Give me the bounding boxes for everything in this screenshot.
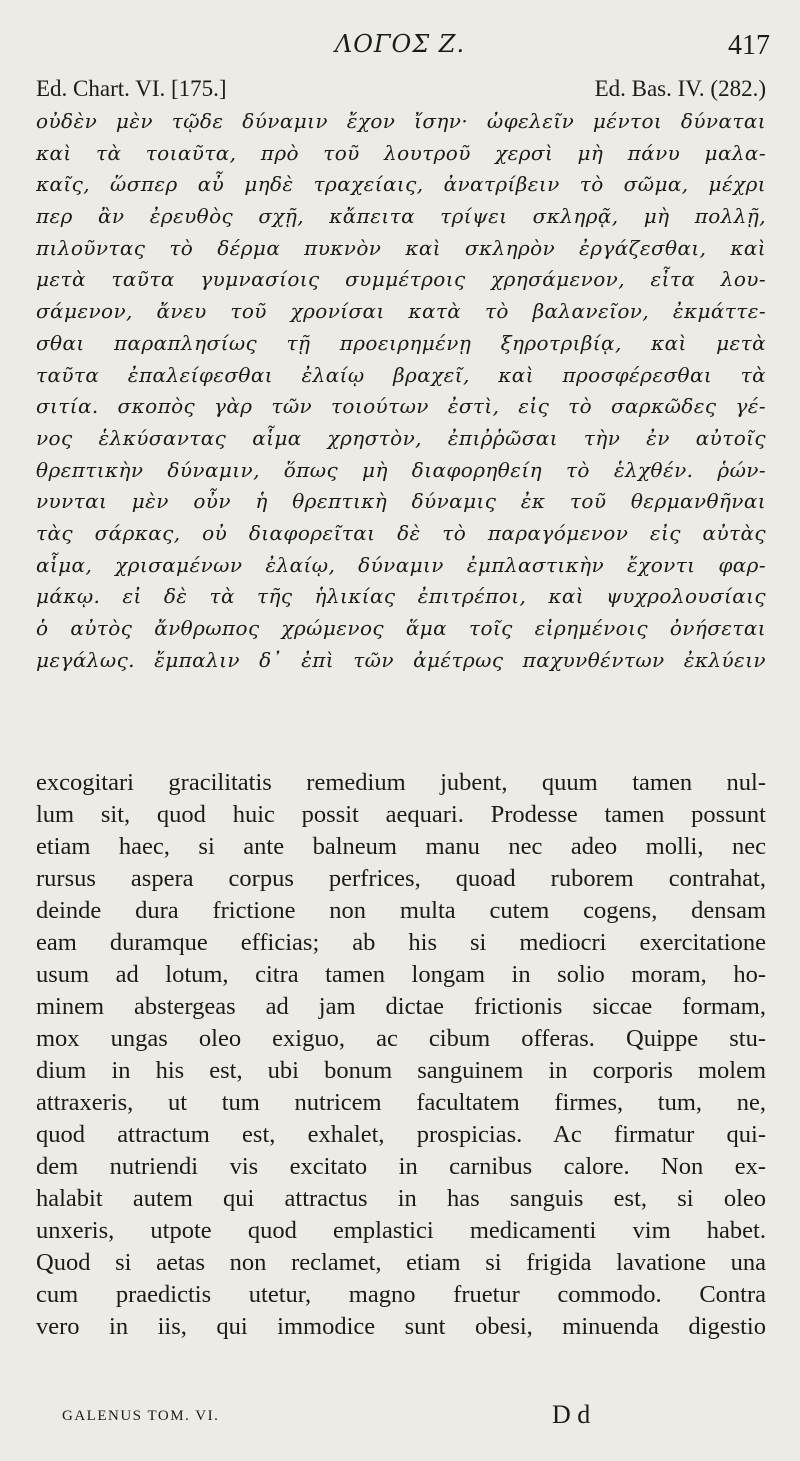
latin-text-line: mox ungas oleo exiguo, ac cibum offeras. Quippe stu- [36, 1025, 766, 1052]
greek-text-line: ταῦτα ἐπαλείφεσθαι ἐλαίῳ βραχεῖ, καὶ προσφέρεσθαι τὰ [36, 362, 766, 387]
greek-text-line: οὐδὲν μὲν τῷδε δύναμιν ἔχον ἴσην· ὠφελεῖν μέντοι δύναται [36, 109, 766, 133]
greek-text-line: μάκῳ. εἰ δὲ τὰ τῆς ἡλικίας ἐπιτρέποι, καὶ ψυχρολουσίαις [36, 584, 766, 609]
running-head: ΛΟΓΟΣ Ζ. [334, 30, 466, 58]
greek-text-line: σιτία. σκοπὸς γὰρ τῶν τοιούτων ἐστὶ, εἰς τὸ σαρκῶδες γέ- [36, 394, 766, 419]
page-footer [62, 1400, 600, 1434]
latin-text-line: halabit autem qui attractus in has sanguis est, si oleo [36, 1185, 766, 1212]
latin-text-line: deinde dura frictione non multa cutem cogens, densam [36, 897, 766, 924]
latin-text-line: etiam haec, si ante balneum manu nec adeo molli, nec [36, 833, 766, 860]
page-number: 417 [728, 30, 770, 61]
greek-text-line: καὶ τὰ τοιαῦτα, πρὸ τοῦ λουτροῦ χερσὶ μὴ πάνυ μαλα- [36, 140, 766, 165]
latin-text-line: attraxeris, ut tum nutricem facultatem firmes, tum, ne, [36, 1089, 766, 1116]
greek-text-line: μετὰ ταῦτα γυμνασίοις συμμέτροις χρησάμενον, εἶτα λου- [36, 267, 766, 292]
edition-references [36, 76, 766, 104]
greek-text-line: αἷμα, χρισαμένων ἐλαίῳ, δύναμιν ἐμπλαστικὴν ἔχοντι φαρ- [36, 552, 766, 577]
greek-text-line: τὰς σάρκας, οὐ διαφορεῖται δὲ τὸ παραγόμενον εἰς αὐτὰς [36, 520, 766, 545]
greek-text-line: μεγάλως. ἔμπαλιν δ᾽ ἐπὶ τῶν ἀμέτρως παχυνθέντων ἐκλύειν [36, 647, 766, 672]
gathering-mark: D d [552, 1400, 591, 1429]
greek-text-line: νος ἑλκύσαντας αἷμα χρηστὸν, ἐπιῤῥῶσαι τὴν ἐν αὐτοῖς [36, 425, 766, 450]
greek-text-line: σθαι παραπλησίως τῇ προειρημένῃ ξηροτριβίᾳ, καὶ μετὰ [36, 330, 766, 355]
latin-text-line: usum ad lotum, citra tamen longam in solio moram, ho- [36, 961, 766, 988]
greek-text-line: σάμενον, ἄνευ τοῦ χρονίσαι κατὰ τὸ βαλανεῖον, ἐκμάττε- [36, 299, 766, 324]
greek-text-line: ὁ αὐτὸς ἄνθρωπος χρώμενος ἅμα τοῖς εἰρημένοις ὀνήσεται [36, 616, 766, 640]
latin-text-line: vero in iis, qui immodice sunt obesi, minuenda digestio [36, 1313, 766, 1340]
signature-mark: GALENUS TOM. VI. [62, 1408, 220, 1424]
edition-chart-reference: Ed. Chart. VI. [175.] [36, 76, 227, 101]
greek-text-block [36, 106, 766, 676]
latin-text-line: cum praedictis utetur, magno fruetur commodo. Contra [36, 1281, 766, 1308]
latin-text-line: lum sit, quod huic possit aequari. Prodesse tamen possunt [36, 801, 766, 828]
edition-bas-reference: Ed. Bas. IV. (282.) [594, 76, 766, 101]
greek-text-line: περ ἂν ἐρευθὸς σχῇ, κἄπειτα τρίψει σκληρᾷ, μὴ πολλῇ, [36, 204, 766, 229]
latin-text-line: minem abstergeas ad jam dictae frictionis siccae formam, [36, 993, 766, 1020]
latin-text-line: dium in his est, ubi bonum sanguinem in corporis molem [36, 1057, 766, 1084]
latin-text-line: quod attractum est, exhalet, prospicias. Ac firmatur qui- [36, 1121, 766, 1148]
greek-text-line: νυνται μὲν οὖν ἡ θρεπτικὴ δύναμις ἐκ τοῦ θερμανθῆναι [36, 489, 766, 514]
latin-text-line: eam duramque efficias; ab his si mediocri exercitatione [36, 929, 766, 956]
greek-text-line: θρεπτικὴν δύναμιν, ὅπως μὴ διαφορηθείη τὸ ἑλχθέν. ῥών- [36, 457, 766, 482]
latin-text-line: rursus aspera corpus perfrices, quoad ruborem contrahat, [36, 865, 766, 892]
latin-text-block [36, 767, 766, 1343]
latin-text-line: dem nutriendi vis excitato in carnibus calore. Non ex- [36, 1153, 766, 1180]
greek-text-line: καῖς, ὥσπερ αὖ μηδὲ τραχείαις, ἀνατρίβειν τὸ σῶμα, μέχρι [36, 172, 766, 197]
latin-text-line: unxeris, utpote quod emplastici medicamenti vim habet. [36, 1217, 766, 1244]
latin-text-line: Quod si aetas non reclamet, etiam si frigida lavatione una [36, 1249, 766, 1276]
latin-text-line: excogitari gracilitatis remedium jubent, quum tamen nul- [36, 769, 766, 796]
greek-text-line: πιλοῦντας τὸ δέρμα πυκνὸν καὶ σκληρὸν ἐργάζεσθαι, καὶ [36, 235, 766, 260]
